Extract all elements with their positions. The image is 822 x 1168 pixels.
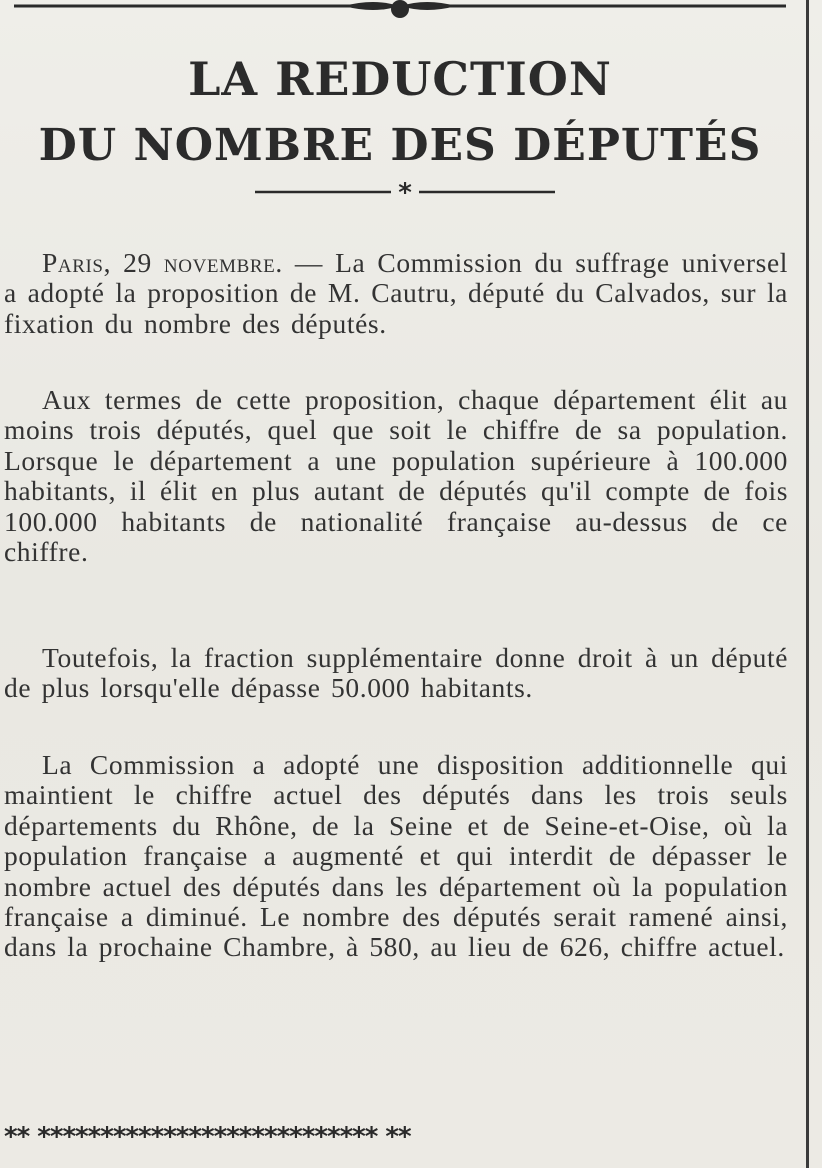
paragraph-2 [4,385,788,567]
column-rule [806,0,809,1168]
paragraph-3-text: Toutefois, la fraction supplémentaire donne droit à un député de plus lorsqu'elle dépasse 50.000 habitants. [4,642,788,704]
paragraph-4-text: La Commission a adopté une disposition additionnelle qui maintient le chiffre actuel des députés dans les trois seuls départements du Rhône, de la Seine et de Seine-et-Oise, où la population française a augmenté et qui interdit de dépasser le nombre actuel des députés dans les département où la population française a diminué. Le nombre des députés serait ramené ainsi, dans la prochaine Chambre, à 580, au lieu de 626, chiffre actuel. [4,749,788,963]
paragraph-1-text: — La Commission du suffrage universel a adopté la proposition de M. Cautru, député du Calvados, sur la fixation du nombre des députés. [4,247,788,339]
paragraph-4 [4,750,788,963]
paragraph-1 [4,248,788,339]
headline-line-1: LA REDUCTION [188,52,612,106]
dateline: Paris, 29 novembre. [42,247,283,278]
headline-line-2: DU NOMBRE DES DÉPUTÉS [38,120,762,171]
title-divider [255,180,555,204]
paragraph-2-text: Aux termes de cette proposition, chaque département élit au moins trois députés, quel que soit le chiffre de sa population. Lorsque le département a une population supérieure à 100.000 habitants, il élit en plus autant de députés qu'il compte de fois 100.000 habitants de nationalité française au-dessus de ce chiffre. [4,384,788,568]
paragraph-3 [4,643,788,704]
top-ornament-rule [14,0,786,22]
footer-star-separator: ** *************************** ** [4,1122,411,1152]
divider-star: * [398,180,412,204]
